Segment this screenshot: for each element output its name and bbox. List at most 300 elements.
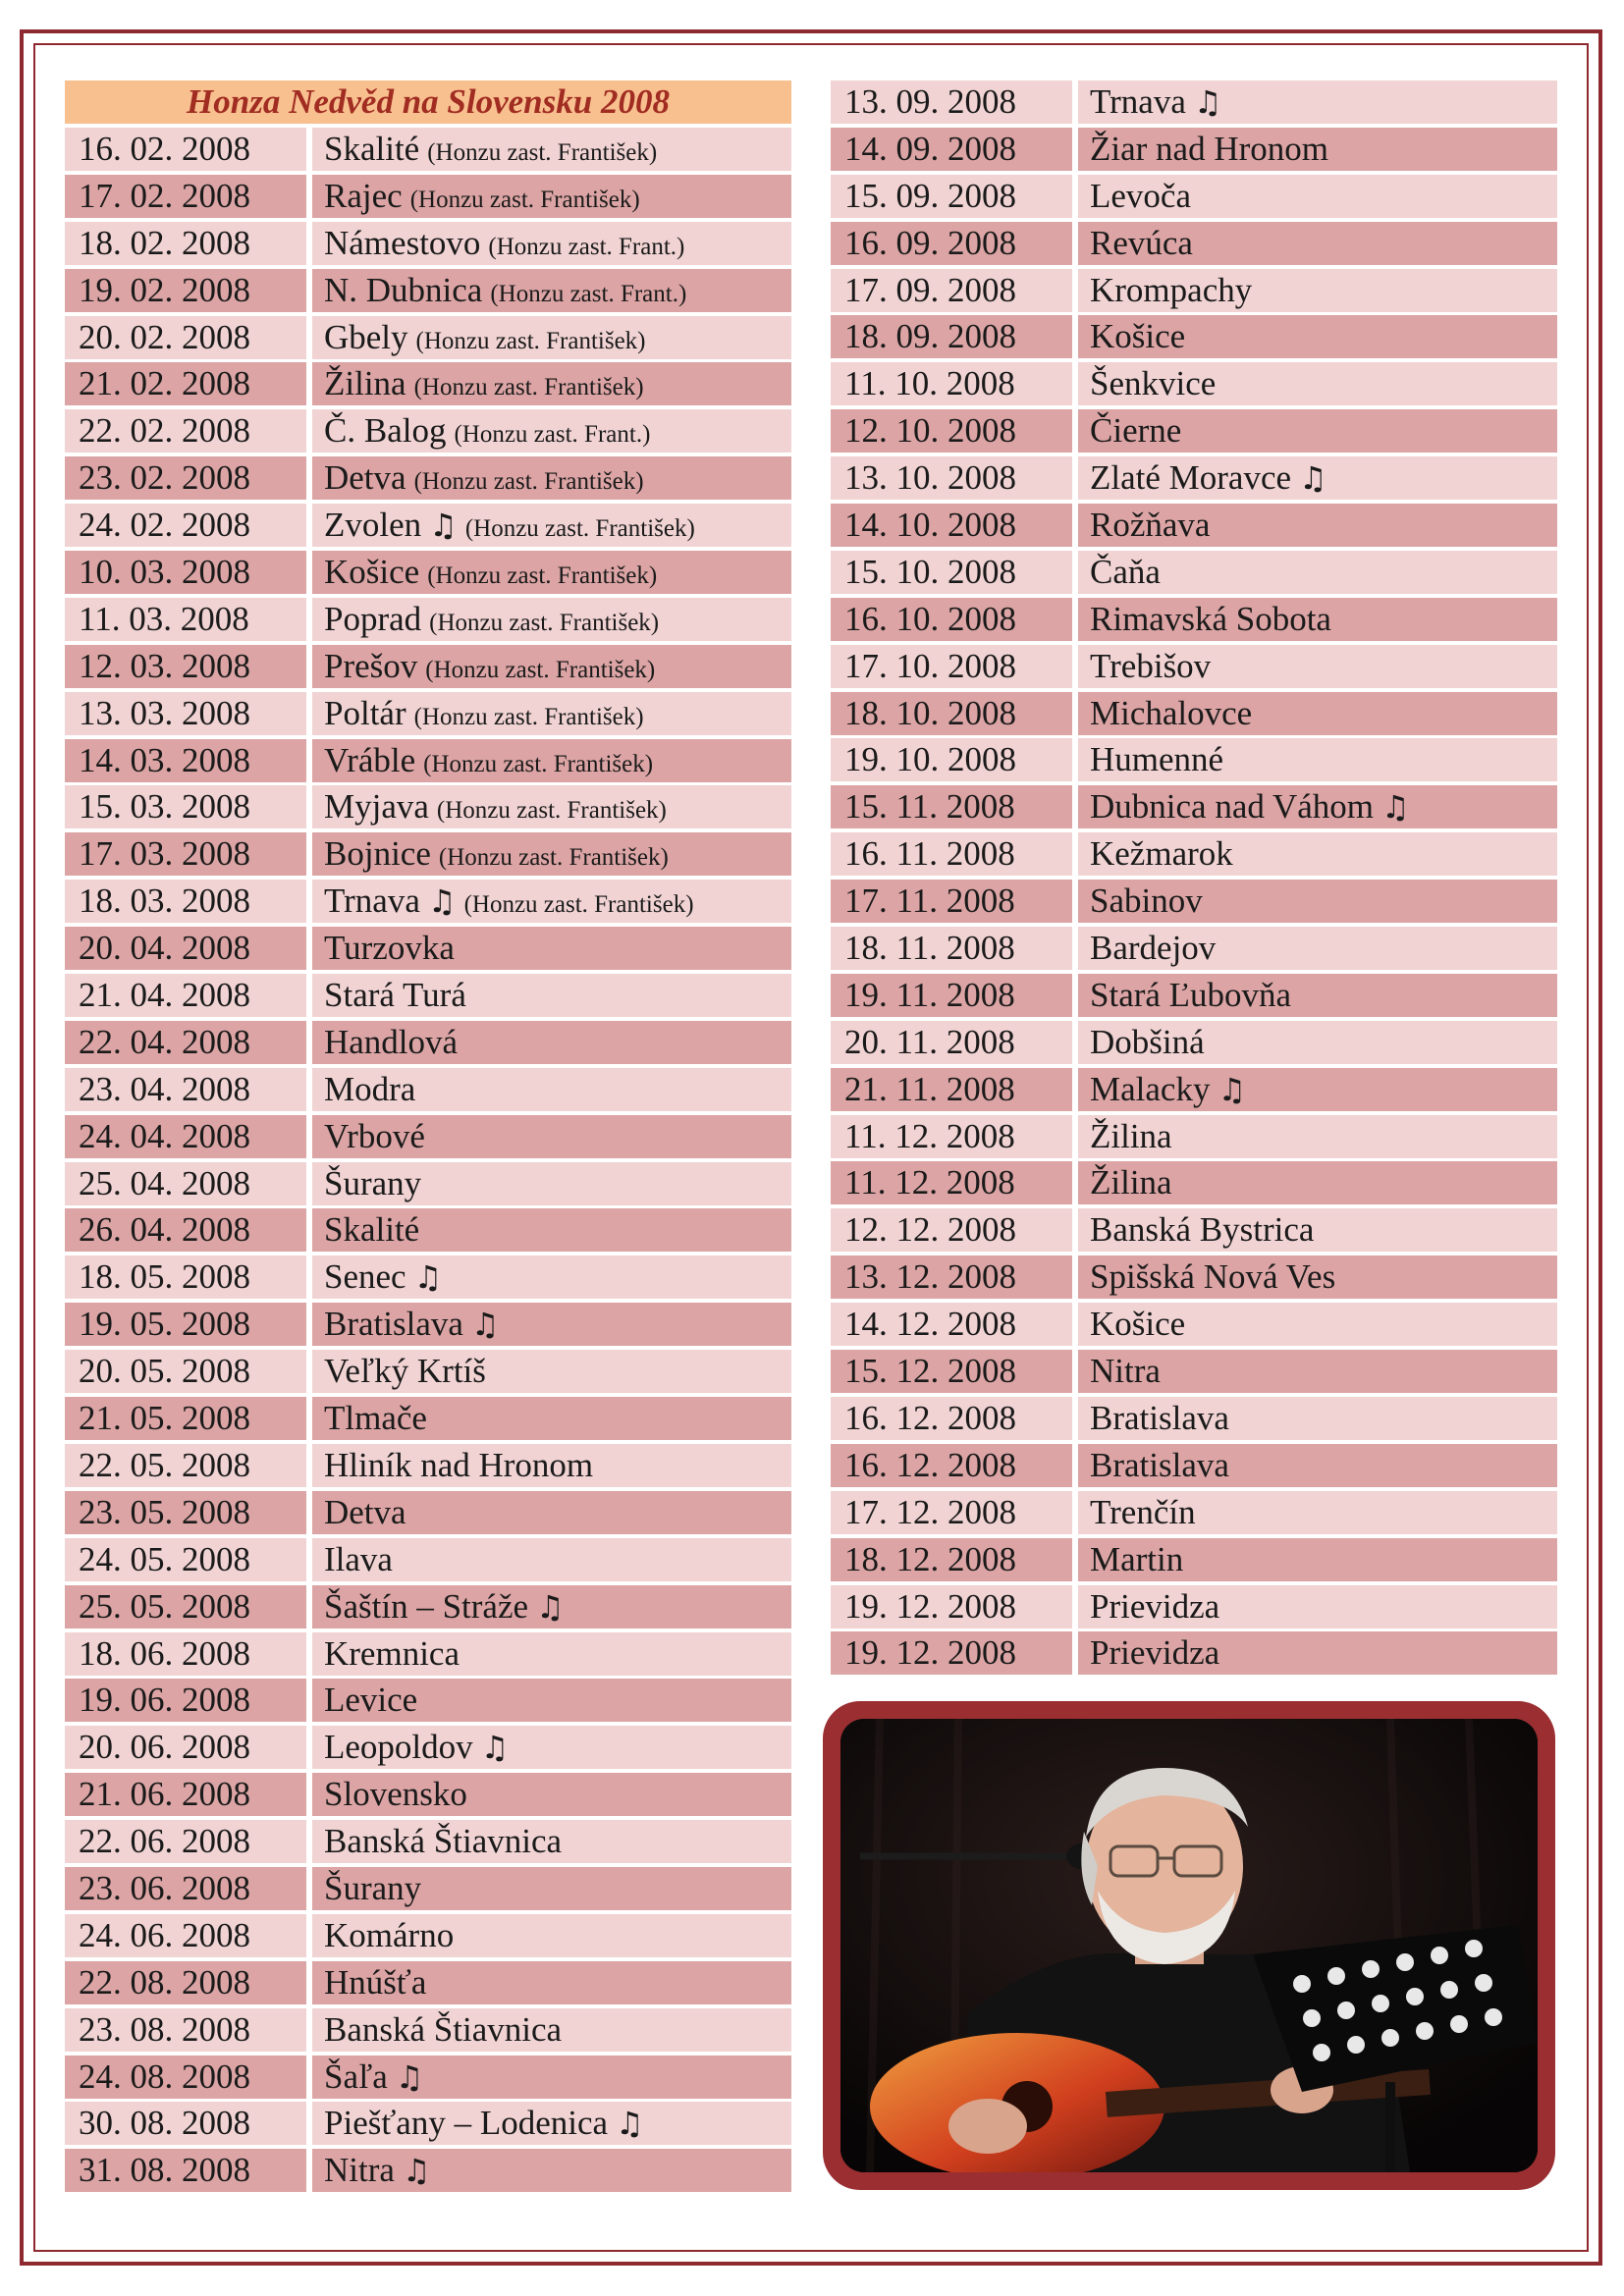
schedule-row [831, 1397, 1557, 1440]
concert-date: 19. 10. 2008 [831, 738, 1072, 781]
concert-date: 17. 11. 2008 [831, 880, 1072, 923]
concert-place: Malacky [1090, 1069, 1211, 1108]
concert-place-cell [312, 456, 791, 500]
schedule-row [831, 1631, 1557, 1675]
concert-date: 15. 10. 2008 [831, 551, 1072, 594]
concert-date: 16. 12. 2008 [831, 1444, 1072, 1487]
concert-place-cell [312, 128, 791, 171]
concert-place-cell [312, 1961, 791, 2004]
schedule-row [831, 1444, 1557, 1487]
concert-date: 14. 09. 2008 [831, 128, 1072, 171]
concert-place-cell [312, 362, 791, 405]
concert-date: 22. 08. 2008 [65, 1961, 306, 2004]
music-note-icon: ♫ [1381, 788, 1410, 827]
schedule-row [831, 1350, 1557, 1393]
concert-place: Sabinov [1090, 881, 1203, 921]
concert-date: 12. 10. 2008 [831, 409, 1072, 453]
concert-date: 24. 05. 2008 [65, 1538, 306, 1581]
schedule-row [831, 362, 1557, 405]
concert-place: Detva [324, 1492, 406, 1531]
schedule-row [65, 1115, 791, 1158]
schedule-row [65, 269, 791, 312]
concert-place-cell [312, 1867, 791, 1910]
concert-place-cell [1078, 832, 1557, 876]
concert-place: Poprad [324, 599, 422, 638]
concert-place: Bardejov [1090, 929, 1217, 968]
concert-date: 19. 12. 2008 [831, 1631, 1072, 1675]
schedule-row [831, 880, 1557, 923]
concert-place: Vrbové [324, 1116, 425, 1155]
music-note-icon: ♫ [402, 2152, 431, 2190]
concert-place: Šaľa [324, 2056, 388, 2096]
concert-place-cell [1078, 974, 1557, 1017]
schedule-row [65, 222, 791, 265]
concert-place: Nitra [1090, 1352, 1161, 1391]
schedule-row [831, 456, 1557, 500]
concert-place: Tlmače [324, 1399, 427, 1438]
schedule-row [65, 128, 791, 171]
concert-place-cell [1078, 1068, 1557, 1111]
schedule-row [65, 1585, 791, 1629]
concert-place-cell [312, 222, 791, 265]
concert-place: Slovensko [324, 1775, 467, 1814]
substitute-note: (Honzu zast. František) [436, 797, 667, 825]
concert-place: Košice [1090, 317, 1186, 356]
concert-date: 25. 05. 2008 [65, 1585, 306, 1629]
concert-place-cell [1078, 1538, 1557, 1581]
schedule-table-left [65, 80, 791, 2196]
concert-place-cell [312, 1773, 791, 1816]
concert-date: 21. 05. 2008 [65, 1397, 306, 1440]
concert-place: Námestovo [324, 223, 481, 262]
concert-place-cell [312, 1208, 791, 1252]
concert-date: 11. 03. 2008 [65, 598, 306, 641]
music-note-icon: ♫ [1193, 83, 1222, 121]
concert-place: Kremnica [324, 1633, 460, 1673]
concert-place: Trnava [324, 881, 420, 921]
concert-place: Humenné [1090, 740, 1224, 779]
schedule-row [831, 1115, 1557, 1158]
schedule-row [831, 551, 1557, 594]
concert-date: 23. 05. 2008 [65, 1491, 306, 1534]
concert-date: 24. 02. 2008 [65, 504, 306, 547]
concert-place-cell [1078, 645, 1557, 688]
concert-place: Trenčín [1090, 1492, 1196, 1531]
concert-place-cell [1078, 80, 1557, 124]
concert-date: 18. 09. 2008 [831, 315, 1072, 358]
concert-date: 18. 10. 2008 [831, 692, 1072, 735]
schedule-row [65, 2102, 791, 2145]
schedule-row [65, 645, 791, 688]
concert-date: 16. 02. 2008 [65, 128, 306, 171]
concert-place: Handlová [324, 1022, 459, 1061]
schedule-row [831, 1021, 1557, 1064]
concert-place-cell [1078, 222, 1557, 265]
concert-place-cell [1078, 175, 1557, 218]
schedule-row [831, 504, 1557, 547]
concert-place: Poltár [324, 693, 406, 732]
concert-place: Šenkvice [1090, 364, 1217, 403]
substitute-note: (Honzu zast. Frant.) [454, 421, 651, 449]
concert-date: 25. 04. 2008 [65, 1162, 306, 1205]
schedule-row [831, 1585, 1557, 1629]
concert-place-cell [1078, 1021, 1557, 1064]
concert-place: Levice [324, 1681, 418, 1720]
concert-date: 11. 10. 2008 [831, 362, 1072, 405]
concert-place-cell [312, 692, 791, 735]
concert-date: 16. 09. 2008 [831, 222, 1072, 265]
concert-date: 21. 04. 2008 [65, 974, 306, 1017]
concert-date: 15. 03. 2008 [65, 785, 306, 828]
concert-place: Banská Štiavnica [324, 2009, 563, 2049]
concert-date: 18. 05. 2008 [65, 1255, 306, 1299]
schedule-row [831, 645, 1557, 688]
schedule-row [65, 1208, 791, 1252]
concert-place-cell [312, 832, 791, 876]
concert-place: Bratislava [1090, 1398, 1229, 1437]
schedule-row [831, 1255, 1557, 1299]
substitute-note: (Honzu zast. Frant.) [490, 280, 687, 307]
concert-date: 17. 10. 2008 [831, 645, 1072, 688]
concert-place-cell [312, 645, 791, 688]
concert-place: Hliník nad Hronom [324, 1445, 594, 1484]
concert-place-cell [1078, 1491, 1557, 1534]
concert-date: 21. 11. 2008 [831, 1068, 1072, 1111]
schedule-row [65, 175, 791, 218]
concert-date: 16. 12. 2008 [831, 1397, 1072, 1440]
concert-place: Žiar nad Hronom [1090, 129, 1328, 168]
schedule-row [831, 128, 1557, 171]
substitute-note: (Honzu zast. František) [429, 609, 660, 636]
substitute-note: (Honzu zast. František) [413, 374, 644, 401]
concert-place: Nitra [324, 2151, 395, 2190]
concert-place-cell [312, 1632, 791, 1676]
concert-place: Veľký Krtíš [324, 1352, 486, 1391]
concert-place-cell [312, 2149, 791, 2192]
schedule-row [65, 1961, 791, 2004]
concert-place-cell [312, 2056, 791, 2099]
concert-place: Žilina [324, 364, 406, 403]
schedule-row [831, 785, 1557, 828]
concert-date: 21. 06. 2008 [65, 1773, 306, 1816]
concert-date: 13. 10. 2008 [831, 456, 1072, 500]
schedule-row [65, 1350, 791, 1393]
concert-place: Čierne [1090, 411, 1182, 451]
concert-place-cell [1078, 692, 1557, 735]
substitute-note: (Honzu zast. František) [413, 468, 644, 496]
table-title: Honza Nedvěd na Slovensku 2008 [65, 80, 791, 124]
schedule-row [65, 1632, 791, 1676]
concert-date: 17. 09. 2008 [831, 269, 1072, 312]
schedule-row [831, 738, 1557, 781]
substitute-note: (Honzu zast. František) [464, 515, 695, 543]
concert-place-cell [312, 927, 791, 970]
concert-place-cell [1078, 738, 1557, 781]
schedule-row [65, 927, 791, 970]
schedule-row [65, 832, 791, 876]
music-note-icon: ♫ [395, 2057, 424, 2096]
concert-place: Čaňa [1090, 552, 1161, 591]
concert-place-cell [1078, 551, 1557, 594]
concert-place-cell [1078, 362, 1557, 405]
concert-place: Turzovka [324, 929, 455, 968]
concert-date: 19. 11. 2008 [831, 974, 1072, 1017]
schedule-row [831, 1208, 1557, 1252]
concert-place: N. Dubnica [324, 270, 483, 309]
concert-date: 18. 11. 2008 [831, 927, 1072, 970]
concert-place: Stará Ľubovňa [1090, 975, 1292, 1014]
concert-place-cell [1078, 1444, 1557, 1487]
concert-date: 13. 09. 2008 [831, 80, 1072, 124]
concert-place: Banská Štiavnica [324, 1822, 563, 1861]
substitute-note: (Honzu zast. František) [409, 186, 640, 213]
concert-place: Revúca [1090, 223, 1193, 262]
schedule-row [831, 598, 1557, 641]
music-note-icon: ♫ [429, 507, 458, 545]
schedule-row [65, 456, 791, 500]
concert-place: Trnava [1090, 82, 1186, 121]
concert-place: Košice [1090, 1305, 1186, 1344]
schedule-row [65, 504, 791, 547]
schedule-row [65, 785, 791, 828]
concert-place-cell [312, 1303, 791, 1346]
concert-place: Spišská Nová Ves [1090, 1257, 1336, 1297]
concert-date: 24. 08. 2008 [65, 2056, 306, 2099]
concert-place-cell [312, 1726, 791, 1769]
music-note-icon: ♫ [1218, 1070, 1247, 1108]
substitute-note: (Honzu zast. František) [423, 750, 654, 777]
concert-date: 24. 04. 2008 [65, 1115, 306, 1158]
concert-date: 12. 03. 2008 [65, 645, 306, 688]
concert-place-cell [312, 1585, 791, 1629]
concert-date: 19. 12. 2008 [831, 1585, 1072, 1629]
substitute-note: (Honzu zast. Frant.) [488, 233, 685, 260]
schedule-row [65, 1162, 791, 1205]
concert-place-cell [312, 1068, 791, 1111]
concert-place: Prievidza [1090, 1633, 1220, 1673]
concert-date: 23. 04. 2008 [65, 1068, 306, 1111]
schedule-row [65, 316, 791, 359]
concert-place: Gbely [324, 317, 408, 356]
substitute-note: (Honzu zast. František) [427, 562, 658, 590]
schedule-row [831, 974, 1557, 1017]
music-note-icon: ♫ [616, 2105, 644, 2143]
schedule-row [831, 1161, 1557, 1204]
concert-place-cell [312, 1397, 791, 1440]
concert-place: Myjava [324, 787, 429, 827]
schedule-row [831, 927, 1557, 970]
concert-date: 15. 12. 2008 [831, 1350, 1072, 1393]
concert-place-cell [1078, 927, 1557, 970]
concert-place-cell [312, 551, 791, 594]
schedule-row [65, 1491, 791, 1534]
concert-place: Zvolen [324, 506, 422, 545]
concert-place-cell [1078, 1255, 1557, 1299]
schedule-row [65, 2056, 791, 2099]
substitute-note: (Honzu zast. František) [413, 703, 644, 730]
concert-place: Košice [324, 553, 420, 592]
schedule-row [831, 1303, 1557, 1346]
concert-place-cell [312, 1162, 791, 1205]
concert-place: Skalité [324, 130, 420, 168]
concert-place-cell [1078, 1397, 1557, 1440]
concert-place-cell [312, 1491, 791, 1534]
concert-date: 11. 12. 2008 [831, 1161, 1072, 1204]
schedule-row [831, 269, 1557, 312]
concert-place-cell [1078, 1303, 1557, 1346]
concert-place: Rimavská Sobota [1090, 599, 1331, 638]
schedule-row [65, 1726, 791, 1769]
concert-place: Banská Bystrica [1090, 1210, 1315, 1250]
concert-place: Trebišov [1090, 646, 1212, 685]
concert-date: 19. 06. 2008 [65, 1679, 306, 1722]
concert-place-cell [312, 739, 791, 782]
concert-date: 20. 02. 2008 [65, 316, 306, 359]
schedule-row [65, 1538, 791, 1581]
schedule-row [65, 1021, 791, 1064]
concert-place-cell [1078, 315, 1557, 358]
concert-place-cell [312, 2102, 791, 2145]
schedule-row [65, 598, 791, 641]
concert-date: 21. 02. 2008 [65, 362, 306, 405]
concert-place-cell [312, 409, 791, 453]
concert-date: 18. 03. 2008 [65, 880, 306, 923]
photo-frame [823, 1701, 1555, 2190]
concert-date: 18. 12. 2008 [831, 1538, 1072, 1581]
concert-place-cell [312, 880, 791, 923]
concert-date: 14. 12. 2008 [831, 1303, 1072, 1346]
concert-date: 31. 08. 2008 [65, 2149, 306, 2192]
concert-place-cell [312, 175, 791, 218]
schedule-row [831, 692, 1557, 735]
concert-date: 23. 08. 2008 [65, 2008, 306, 2052]
concert-place: Senec [324, 1257, 406, 1297]
concert-date: 22. 06. 2008 [65, 1820, 306, 1863]
concert-date: 13. 12. 2008 [831, 1255, 1072, 1299]
concert-place-cell [1078, 269, 1557, 312]
concert-date: 20. 06. 2008 [65, 1726, 306, 1769]
schedule-row [65, 1867, 791, 1910]
schedule-row [65, 1914, 791, 1957]
schedule-row [831, 175, 1557, 218]
concert-place-cell [1078, 785, 1557, 828]
concert-date: 19. 05. 2008 [65, 1303, 306, 1346]
concert-place: Kežmarok [1090, 834, 1233, 874]
music-note-icon: ♫ [470, 1306, 500, 1344]
concert-place: Dobšiná [1090, 1022, 1205, 1061]
schedule-row [65, 1303, 791, 1346]
concert-place: Komárno [324, 1915, 455, 1954]
concert-place: Martin [1090, 1539, 1184, 1578]
concert-place-cell [1078, 1350, 1557, 1393]
concert-date: 13. 03. 2008 [65, 692, 306, 735]
concert-date: 22. 02. 2008 [65, 409, 306, 453]
concert-date: 23. 02. 2008 [65, 456, 306, 500]
concert-place: Ilava [324, 1539, 393, 1578]
concert-place-cell [312, 1444, 791, 1487]
concert-place: Bojnice [324, 834, 431, 874]
concert-place-cell [312, 1679, 791, 1722]
performer-photo-image [840, 1719, 1538, 2172]
concert-date: 26. 04. 2008 [65, 1208, 306, 1252]
concert-place-cell [312, 316, 791, 359]
schedule-row [831, 1491, 1557, 1534]
concert-date: 10. 03. 2008 [65, 551, 306, 594]
schedule-row [65, 692, 791, 735]
concert-place: Hnúšťa [324, 1962, 427, 2002]
concert-date: 20. 04. 2008 [65, 927, 306, 970]
schedule-row [65, 739, 791, 782]
schedule-row [65, 1820, 791, 1863]
concert-place: Dubnica nad Váhom [1090, 787, 1375, 827]
concert-date: 11. 12. 2008 [831, 1115, 1072, 1158]
concert-place: Prievidza [1090, 1586, 1220, 1626]
concert-place-cell [1078, 504, 1557, 547]
concert-place: Piešťany – Lodenica [324, 2104, 609, 2143]
concert-place: Stará Turá [324, 976, 466, 1015]
concert-date: 18. 02. 2008 [65, 222, 306, 265]
concert-date: 24. 06. 2008 [65, 1914, 306, 1957]
concert-place: Krompachy [1090, 270, 1253, 309]
concert-date: 15. 09. 2008 [831, 175, 1072, 218]
concert-place: Žilina [1090, 1116, 1172, 1155]
concert-place: Detva [324, 458, 406, 498]
concert-place-cell [1078, 128, 1557, 171]
concert-place-cell [312, 974, 791, 1017]
concert-place: Rajec [324, 176, 403, 215]
schedule-row [65, 1068, 791, 1111]
concert-place: Žilina [1090, 1163, 1172, 1202]
schedule-row [65, 551, 791, 594]
concert-place-cell [312, 1350, 791, 1393]
concert-place: Rožňava [1090, 506, 1211, 545]
concert-place: Leopoldov [324, 1728, 473, 1767]
concert-place-cell [312, 785, 791, 828]
concert-place: Bratislava [324, 1305, 463, 1344]
schedule-row [831, 315, 1557, 358]
concert-place: Prešov [324, 646, 418, 685]
concert-date: 22. 05. 2008 [65, 1444, 306, 1487]
music-note-icon: ♫ [1299, 459, 1327, 498]
music-note-icon: ♫ [480, 1729, 510, 1767]
concert-place-cell [1078, 1585, 1557, 1629]
concert-place: Skalité [324, 1210, 420, 1250]
schedule-row [831, 222, 1557, 265]
substitute-note: (Honzu zast. František) [438, 844, 669, 872]
schedule-row [65, 409, 791, 453]
substitute-note: (Honzu zast. František) [415, 327, 646, 354]
concert-place: Bratislava [1090, 1445, 1229, 1484]
concert-date: 17. 02. 2008 [65, 175, 306, 218]
music-note-icon: ♫ [536, 1587, 565, 1626]
schedule-row [831, 1068, 1557, 1111]
concert-place-cell [312, 1021, 791, 1064]
schedule-row [65, 880, 791, 923]
concert-place-cell [1078, 1161, 1557, 1204]
schedule-row [831, 80, 1557, 124]
concert-place: Č. Balog [324, 411, 447, 451]
concert-date: 22. 04. 2008 [65, 1021, 306, 1064]
schedule-row [65, 1255, 791, 1299]
concert-place: Šurany [324, 1163, 422, 1202]
schedule-row [831, 832, 1557, 876]
concert-date: 16. 10. 2008 [831, 598, 1072, 641]
concert-place-cell [312, 1914, 791, 1957]
concert-date: 14. 03. 2008 [65, 739, 306, 782]
concert-date: 20. 05. 2008 [65, 1350, 306, 1393]
concert-date: 15. 11. 2008 [831, 785, 1072, 828]
schedule-table-right [831, 80, 1557, 1679]
